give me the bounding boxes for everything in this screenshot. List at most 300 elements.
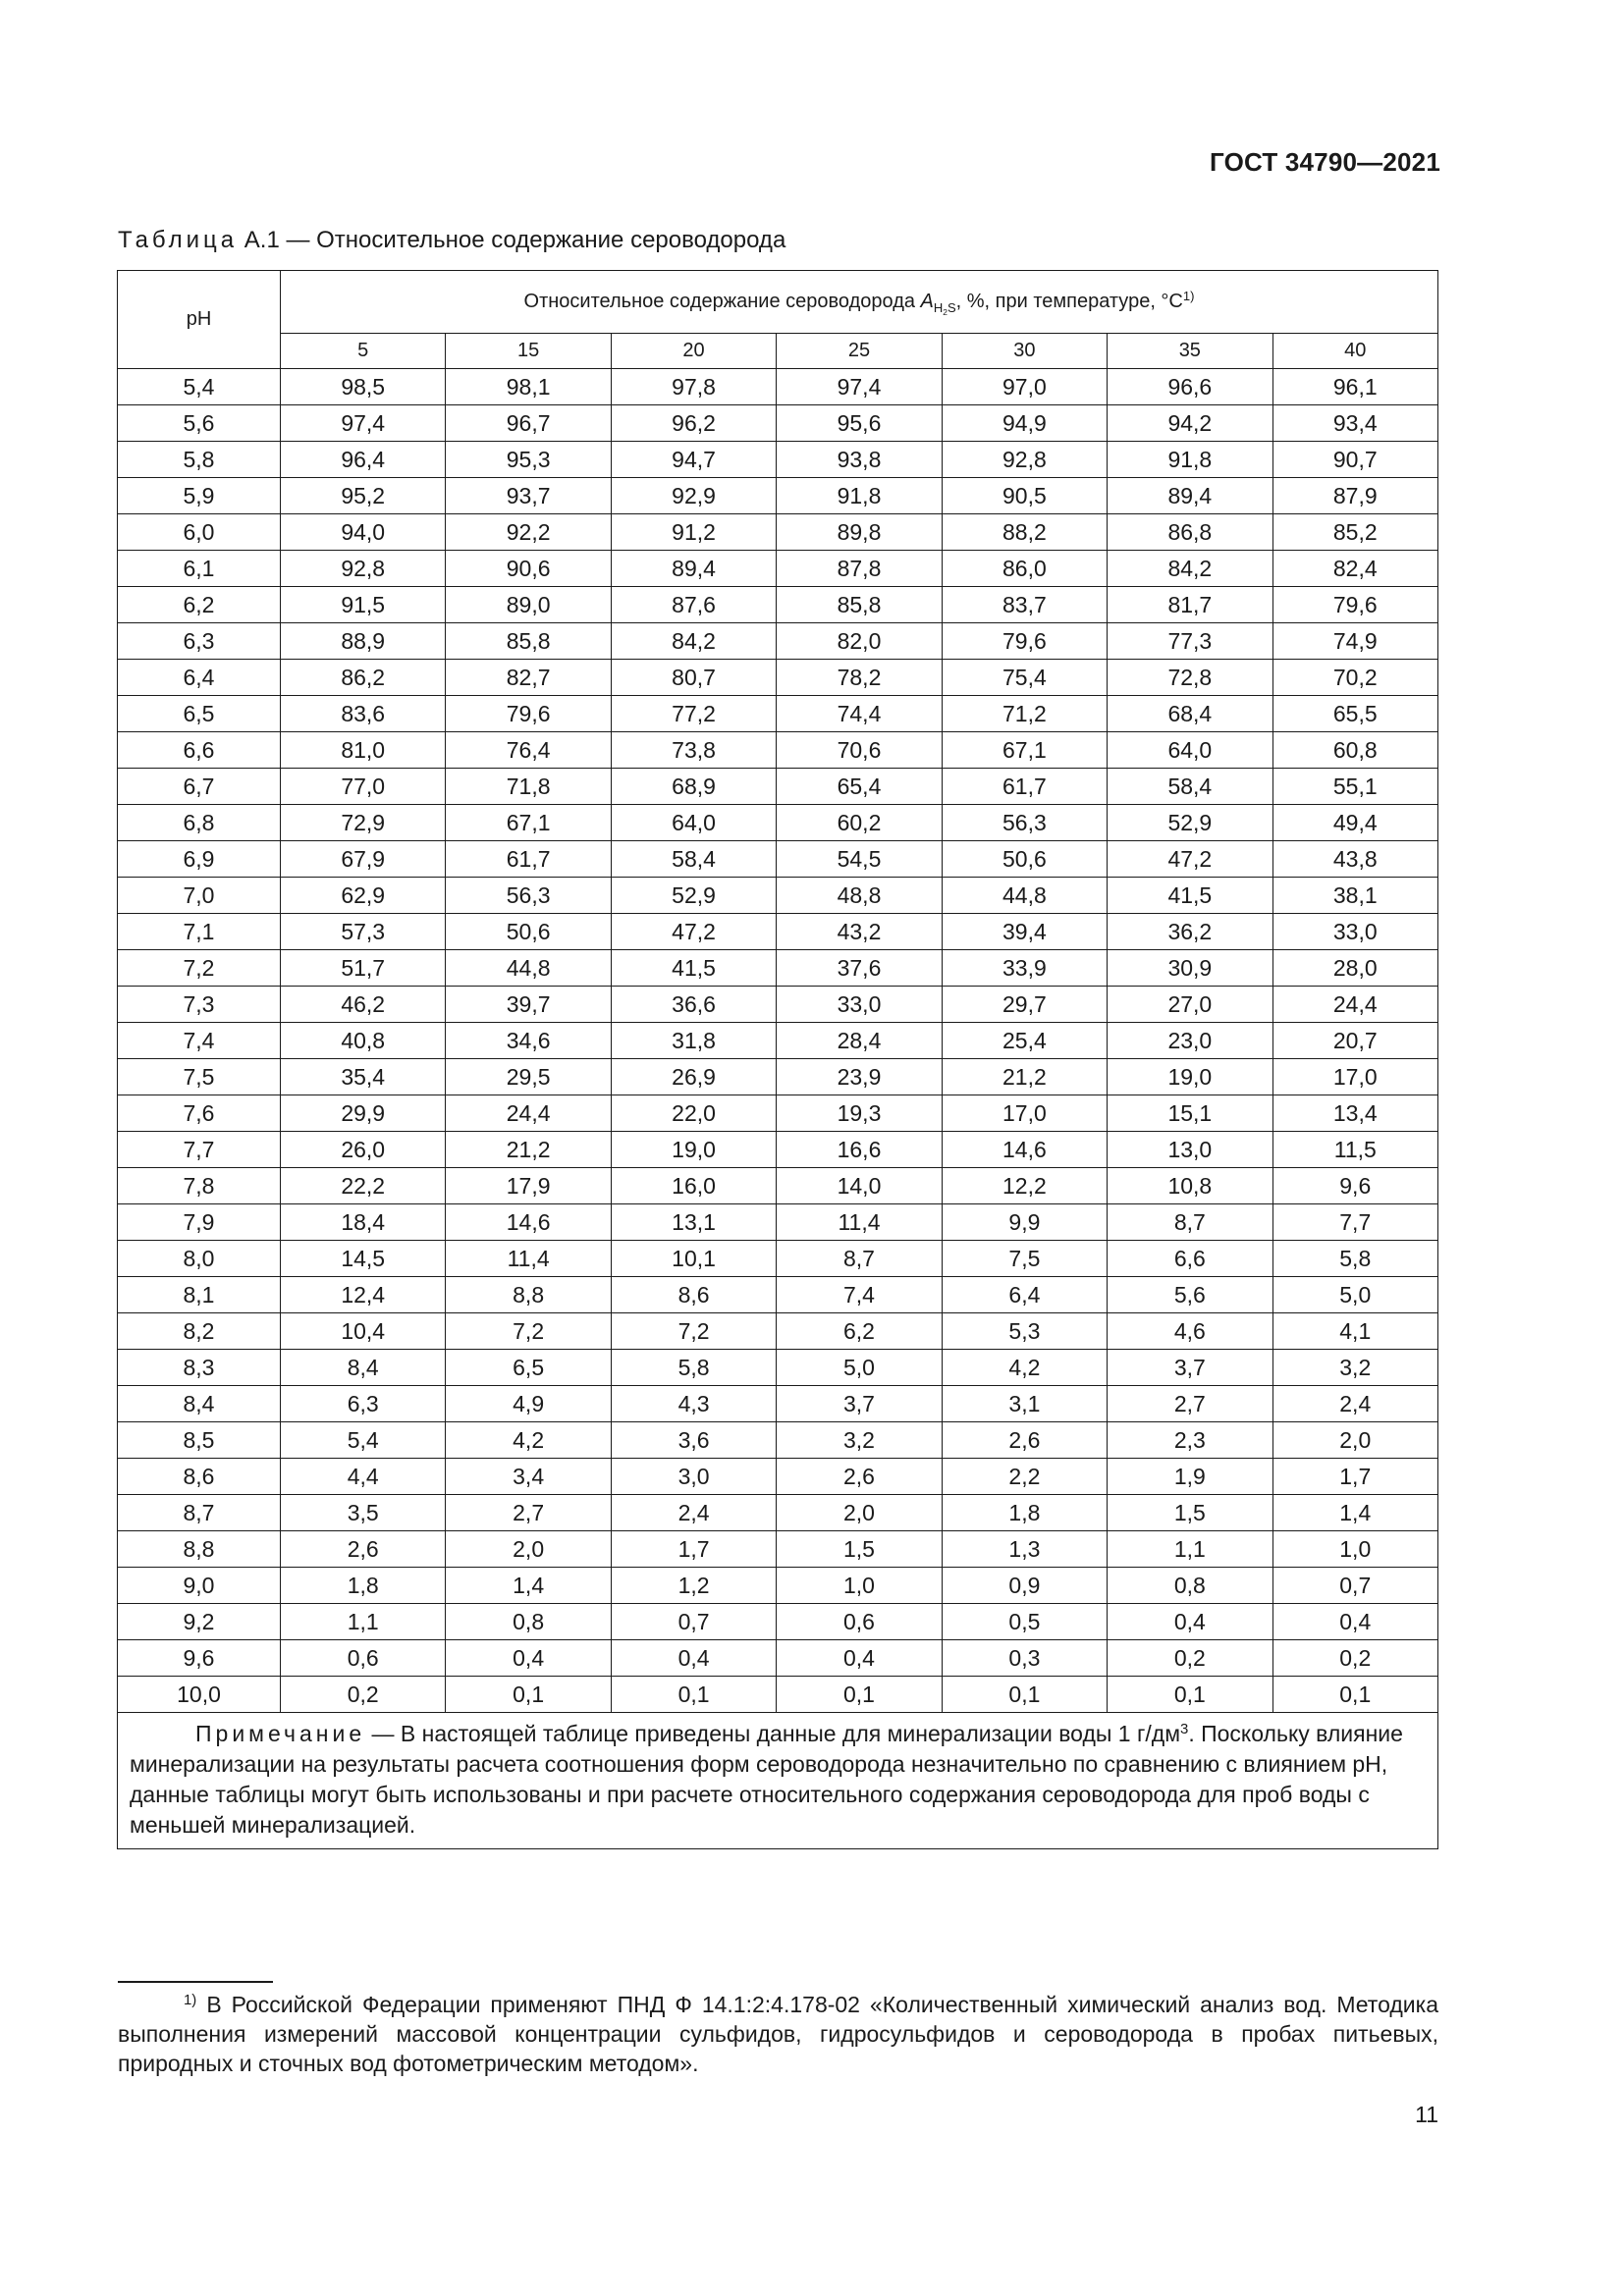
note-text-continued: . Поскольку влияние минерализации на результаты расчета соотношения форм сероводорода незначительно по сравнению с влиянием pH, данные таблицы могут быть использованы и при расчете относительного содержания сероводорода для проб воды с меньшей минерализацией. <box>130 1721 1403 1838</box>
value-cell: 76,4 <box>446 732 611 769</box>
value-cell: 1,1 <box>1108 1531 1272 1568</box>
ph-cell: 7,8 <box>118 1168 281 1204</box>
value-cell: 92,2 <box>446 514 611 551</box>
value-cell: 0,1 <box>777 1677 942 1713</box>
value-cell: 2,0 <box>777 1495 942 1531</box>
value-cell: 11,4 <box>446 1241 611 1277</box>
value-cell: 38,1 <box>1272 878 1437 914</box>
ph-cell: 8,3 <box>118 1350 281 1386</box>
value-cell: 3,2 <box>1272 1350 1437 1386</box>
value-cell: 4,3 <box>611 1386 776 1422</box>
ph-cell: 6,3 <box>118 623 281 660</box>
value-cell: 88,2 <box>942 514 1107 551</box>
value-cell: 30,9 <box>1108 950 1272 987</box>
ph-cell: 7,6 <box>118 1095 281 1132</box>
value-cell: 71,8 <box>446 769 611 805</box>
value-cell: 1,5 <box>777 1531 942 1568</box>
document-id: ГОСТ 34790—2021 <box>1210 147 1440 177</box>
value-cell: 13,4 <box>1272 1095 1437 1132</box>
value-cell: 2,6 <box>942 1422 1107 1459</box>
table-row <box>118 1422 1438 1459</box>
value-cell: 96,4 <box>281 442 446 478</box>
value-cell: 0,1 <box>1108 1677 1272 1713</box>
table-row <box>118 587 1438 623</box>
value-cell: 50,6 <box>942 841 1107 878</box>
value-cell: 6,2 <box>777 1313 942 1350</box>
value-cell: 12,2 <box>942 1168 1107 1204</box>
symbol-subscript: H2S <box>933 299 956 317</box>
ph-cell: 8,7 <box>118 1495 281 1531</box>
value-cell: 87,8 <box>777 551 942 587</box>
value-cell: 67,1 <box>446 805 611 841</box>
value-cell: 27,0 <box>1108 987 1272 1023</box>
value-cell: 91,8 <box>1108 442 1272 478</box>
group-header-unit: , %, при температуре, °С <box>955 291 1183 312</box>
value-cell: 93,7 <box>446 478 611 514</box>
value-cell: 93,4 <box>1272 405 1437 442</box>
table-row <box>118 950 1438 987</box>
value-cell: 88,9 <box>281 623 446 660</box>
value-cell: 16,0 <box>611 1168 776 1204</box>
value-cell: 94,9 <box>942 405 1107 442</box>
ph-cell: 7,3 <box>118 987 281 1023</box>
value-cell: 10,1 <box>611 1241 776 1277</box>
group-header-text: Относительное содержание сероводорода <box>523 291 921 312</box>
value-cell: 22,2 <box>281 1168 446 1204</box>
value-cell: 0,1 <box>942 1677 1107 1713</box>
value-cell: 52,9 <box>611 878 776 914</box>
value-cell: 89,0 <box>446 587 611 623</box>
value-cell: 17,9 <box>446 1168 611 1204</box>
value-cell: 1,1 <box>281 1604 446 1640</box>
value-cell: 20,7 <box>1272 1023 1437 1059</box>
value-cell: 82,7 <box>446 660 611 696</box>
data-table <box>117 270 1438 1849</box>
footnote-mark: 1) <box>184 1991 197 2008</box>
ph-cell: 7,2 <box>118 950 281 987</box>
value-cell: 2,2 <box>942 1459 1107 1495</box>
value-cell: 0,9 <box>942 1568 1107 1604</box>
value-cell: 3,2 <box>777 1422 942 1459</box>
value-cell: 82,4 <box>1272 551 1437 587</box>
value-cell: 39,7 <box>446 987 611 1023</box>
note-text: — В настоящей таблице приведены данные для минерализации воды 1 г/дм <box>365 1721 1181 1746</box>
value-cell: 3,7 <box>777 1386 942 1422</box>
value-cell: 90,6 <box>446 551 611 587</box>
value-cell: 3,0 <box>611 1459 776 1495</box>
table-row <box>118 1059 1438 1095</box>
ph-cell: 7,7 <box>118 1132 281 1168</box>
value-cell: 11,5 <box>1272 1132 1437 1168</box>
temperature-header-cell: 5 <box>281 334 446 369</box>
value-cell: 1,0 <box>1272 1531 1437 1568</box>
value-cell: 54,5 <box>777 841 942 878</box>
value-cell: 1,2 <box>611 1568 776 1604</box>
value-cell: 24,4 <box>1272 987 1437 1023</box>
value-cell: 95,3 <box>446 442 611 478</box>
value-cell: 89,4 <box>611 551 776 587</box>
value-cell: 0,1 <box>446 1677 611 1713</box>
value-cell: 2,7 <box>1108 1386 1272 1422</box>
footnote-text: В Российской Федерации применяют ПНД Ф 14.1:2:4.178-02 «Количественный химический анализ вод. Методика выполнения измерений массовой концентрации сульфидов, гидросульфидов и сероводорода в пробах питьевых, природных и сточных вод фотометрическим методом». <box>118 1992 1438 2076</box>
value-cell: 4,6 <box>1108 1313 1272 1350</box>
value-cell: 43,2 <box>777 914 942 950</box>
value-cell: 3,7 <box>1108 1350 1272 1386</box>
value-cell: 77,2 <box>611 696 776 732</box>
table-row <box>118 1132 1438 1168</box>
value-cell: 0,8 <box>1108 1568 1272 1604</box>
temperature-header-cell: 40 <box>1272 334 1437 369</box>
value-cell: 78,2 <box>777 660 942 696</box>
value-cell: 0,5 <box>942 1604 1107 1640</box>
value-cell: 94,7 <box>611 442 776 478</box>
value-cell: 5,6 <box>1108 1277 1272 1313</box>
table-row <box>118 514 1438 551</box>
value-cell: 0,4 <box>777 1640 942 1677</box>
table-row <box>118 1568 1438 1604</box>
temperature-header-cell: 30 <box>942 334 1107 369</box>
value-cell: 2,0 <box>1272 1422 1437 1459</box>
value-cell: 64,0 <box>1108 732 1272 769</box>
value-cell: 85,8 <box>446 623 611 660</box>
value-cell: 23,0 <box>1108 1023 1272 1059</box>
value-cell: 15,1 <box>1108 1095 1272 1132</box>
table-row <box>118 878 1438 914</box>
table-row <box>118 478 1438 514</box>
value-cell: 0,8 <box>446 1604 611 1640</box>
ph-cell: 8,5 <box>118 1422 281 1459</box>
temperature-header-cell: 35 <box>1108 334 1272 369</box>
value-cell: 68,9 <box>611 769 776 805</box>
value-cell: 83,6 <box>281 696 446 732</box>
value-cell: 2,4 <box>611 1495 776 1531</box>
value-cell: 86,8 <box>1108 514 1272 551</box>
ph-cell: 6,6 <box>118 732 281 769</box>
ph-cell: 6,0 <box>118 514 281 551</box>
value-cell: 68,4 <box>1108 696 1272 732</box>
table-row <box>118 1386 1438 1422</box>
table-row <box>118 623 1438 660</box>
value-cell: 61,7 <box>942 769 1107 805</box>
value-cell: 77,0 <box>281 769 446 805</box>
value-cell: 94,0 <box>281 514 446 551</box>
value-cell: 5,0 <box>1272 1277 1437 1313</box>
value-cell: 37,6 <box>777 950 942 987</box>
value-cell: 26,0 <box>281 1132 446 1168</box>
value-cell: 47,2 <box>611 914 776 950</box>
table-row <box>118 1241 1438 1277</box>
value-cell: 33,0 <box>1272 914 1437 950</box>
value-cell: 7,5 <box>942 1241 1107 1277</box>
value-cell: 34,6 <box>446 1023 611 1059</box>
table-row <box>118 1204 1438 1241</box>
value-cell: 17,0 <box>1272 1059 1437 1095</box>
value-cell: 72,9 <box>281 805 446 841</box>
value-cell: 80,7 <box>611 660 776 696</box>
value-cell: 44,8 <box>446 950 611 987</box>
ph-cell: 6,5 <box>118 696 281 732</box>
value-cell: 2,4 <box>1272 1386 1437 1422</box>
ph-cell: 8,4 <box>118 1386 281 1422</box>
value-cell: 89,8 <box>777 514 942 551</box>
value-cell: 92,9 <box>611 478 776 514</box>
value-cell: 74,9 <box>1272 623 1437 660</box>
footnote <box>118 1990 1438 2078</box>
ph-cell: 5,6 <box>118 405 281 442</box>
value-cell: 29,7 <box>942 987 1107 1023</box>
temperature-header-cell: 20 <box>611 334 776 369</box>
value-cell: 41,5 <box>1108 878 1272 914</box>
value-cell: 5,3 <box>942 1313 1107 1350</box>
value-cell: 31,8 <box>611 1023 776 1059</box>
value-cell: 61,7 <box>446 841 611 878</box>
value-cell: 79,6 <box>942 623 1107 660</box>
value-cell: 91,8 <box>777 478 942 514</box>
value-cell: 28,4 <box>777 1023 942 1059</box>
value-cell: 8,8 <box>446 1277 611 1313</box>
table-row <box>118 1495 1438 1531</box>
value-cell: 57,3 <box>281 914 446 950</box>
value-cell: 90,7 <box>1272 442 1437 478</box>
value-cell: 7,4 <box>777 1277 942 1313</box>
value-cell: 62,9 <box>281 878 446 914</box>
value-cell: 50,6 <box>446 914 611 950</box>
value-cell: 72,8 <box>1108 660 1272 696</box>
value-cell: 5,0 <box>777 1350 942 1386</box>
table-row <box>118 1640 1438 1677</box>
table-note <box>118 1713 1438 1849</box>
value-cell: 0,7 <box>1272 1568 1437 1604</box>
value-cell: 91,5 <box>281 587 446 623</box>
value-cell: 84,2 <box>611 623 776 660</box>
value-cell: 91,2 <box>611 514 776 551</box>
value-cell: 33,0 <box>777 987 942 1023</box>
value-cell: 10,4 <box>281 1313 446 1350</box>
value-cell: 67,1 <box>942 732 1107 769</box>
value-cell: 14,6 <box>942 1132 1107 1168</box>
table-title-prefix: Таблица <box>118 227 239 253</box>
footnote-divider <box>118 1981 273 1983</box>
ph-cell: 8,8 <box>118 1531 281 1568</box>
table-title-text: А.1 — Относительное содержание сероводорода <box>238 227 786 253</box>
table-row <box>118 442 1438 478</box>
ph-cell: 7,1 <box>118 914 281 950</box>
table-row <box>118 841 1438 878</box>
temperature-header-cell: 15 <box>446 334 611 369</box>
value-cell: 58,4 <box>611 841 776 878</box>
value-cell: 81,7 <box>1108 587 1272 623</box>
table-row <box>118 1095 1438 1132</box>
value-cell: 0,4 <box>1272 1604 1437 1640</box>
value-cell: 21,2 <box>942 1059 1107 1095</box>
value-cell: 5,8 <box>1272 1241 1437 1277</box>
footnote-marker: 1) <box>1182 288 1195 303</box>
table-row <box>118 1604 1438 1640</box>
value-cell: 79,6 <box>446 696 611 732</box>
value-cell: 3,6 <box>611 1422 776 1459</box>
value-cell: 29,5 <box>446 1059 611 1095</box>
value-cell: 96,7 <box>446 405 611 442</box>
value-cell: 93,8 <box>777 442 942 478</box>
table-row <box>118 1313 1438 1350</box>
value-cell: 40,8 <box>281 1023 446 1059</box>
table-row <box>118 696 1438 732</box>
table-row <box>118 805 1438 841</box>
value-cell: 14,6 <box>446 1204 611 1241</box>
value-cell: 2,6 <box>777 1459 942 1495</box>
value-cell: 43,8 <box>1272 841 1437 878</box>
ph-cell: 6,9 <box>118 841 281 878</box>
ph-cell: 6,2 <box>118 587 281 623</box>
value-cell: 87,9 <box>1272 478 1437 514</box>
value-cell: 18,4 <box>281 1204 446 1241</box>
value-cell: 96,6 <box>1108 369 1272 405</box>
ph-cell: 7,9 <box>118 1204 281 1241</box>
value-cell: 73,8 <box>611 732 776 769</box>
value-cell: 13,1 <box>611 1204 776 1241</box>
value-cell: 14,0 <box>777 1168 942 1204</box>
value-cell: 9,6 <box>1272 1168 1437 1204</box>
value-cell: 23,9 <box>777 1059 942 1095</box>
value-cell: 41,5 <box>611 950 776 987</box>
value-cell: 28,0 <box>1272 950 1437 987</box>
value-cell: 3,4 <box>446 1459 611 1495</box>
value-cell: 51,7 <box>281 950 446 987</box>
value-cell: 36,6 <box>611 987 776 1023</box>
value-cell: 6,5 <box>446 1350 611 1386</box>
value-cell: 0,6 <box>281 1640 446 1677</box>
symbol-a: A <box>920 291 934 312</box>
value-cell: 60,8 <box>1272 732 1437 769</box>
value-cell: 4,2 <box>446 1422 611 1459</box>
table-row <box>118 1531 1438 1568</box>
value-cell: 2,0 <box>446 1531 611 1568</box>
value-cell: 1,5 <box>1108 1495 1272 1531</box>
ph-cell: 6,4 <box>118 660 281 696</box>
ph-cell: 7,4 <box>118 1023 281 1059</box>
value-cell: 75,4 <box>942 660 1107 696</box>
ph-cell: 8,6 <box>118 1459 281 1495</box>
value-cell: 70,6 <box>777 732 942 769</box>
value-cell: 97,8 <box>611 369 776 405</box>
ph-column-header: pH <box>118 271 281 369</box>
value-cell: 1,8 <box>281 1568 446 1604</box>
value-cell: 39,4 <box>942 914 1107 950</box>
value-cell: 8,7 <box>1108 1204 1272 1241</box>
value-cell: 4,2 <box>942 1350 1107 1386</box>
value-cell: 8,6 <box>611 1277 776 1313</box>
value-cell: 65,4 <box>777 769 942 805</box>
value-cell: 1,7 <box>611 1531 776 1568</box>
table-row <box>118 1677 1438 1713</box>
value-cell: 13,0 <box>1108 1132 1272 1168</box>
value-cell: 0,3 <box>942 1640 1107 1677</box>
value-cell: 11,4 <box>777 1204 942 1241</box>
value-cell: 35,4 <box>281 1059 446 1095</box>
value-cell: 95,2 <box>281 478 446 514</box>
value-cell: 0,4 <box>1108 1604 1272 1640</box>
value-cell: 70,2 <box>1272 660 1437 696</box>
value-cell: 12,4 <box>281 1277 446 1313</box>
value-cell: 7,2 <box>611 1313 776 1350</box>
ph-cell: 6,8 <box>118 805 281 841</box>
value-cell: 6,4 <box>942 1277 1107 1313</box>
value-cell: 1,4 <box>446 1568 611 1604</box>
temperature-header-cell: 25 <box>777 334 942 369</box>
value-cell: 3,1 <box>942 1386 1107 1422</box>
value-cell: 16,6 <box>777 1132 942 1168</box>
value-cell: 1,3 <box>942 1531 1107 1568</box>
ph-cell: 7,0 <box>118 878 281 914</box>
ph-cell: 8,0 <box>118 1241 281 1277</box>
value-cell: 84,2 <box>1108 551 1272 587</box>
value-cell: 0,4 <box>446 1640 611 1677</box>
value-cell: 1,8 <box>942 1495 1107 1531</box>
value-cell: 0,2 <box>281 1677 446 1713</box>
value-cell: 82,0 <box>777 623 942 660</box>
table-row <box>118 660 1438 696</box>
table-row <box>118 1277 1438 1313</box>
value-cell: 21,2 <box>446 1132 611 1168</box>
value-cell: 36,2 <box>1108 914 1272 950</box>
value-cell: 14,5 <box>281 1241 446 1277</box>
value-cell: 19,0 <box>1108 1059 1272 1095</box>
value-cell: 95,6 <box>777 405 942 442</box>
value-cell: 94,2 <box>1108 405 1272 442</box>
ph-cell: 6,1 <box>118 551 281 587</box>
value-cell: 33,9 <box>942 950 1107 987</box>
table-row <box>118 769 1438 805</box>
value-cell: 47,2 <box>1108 841 1272 878</box>
value-cell: 52,9 <box>1108 805 1272 841</box>
value-cell: 4,9 <box>446 1386 611 1422</box>
value-cell: 44,8 <box>942 878 1107 914</box>
value-cell: 86,0 <box>942 551 1107 587</box>
value-cell: 58,4 <box>1108 769 1272 805</box>
value-cell: 96,1 <box>1272 369 1437 405</box>
value-cell: 0,2 <box>1272 1640 1437 1677</box>
ph-cell: 5,9 <box>118 478 281 514</box>
table-row <box>118 405 1438 442</box>
table-row <box>118 1459 1438 1495</box>
value-cell: 26,9 <box>611 1059 776 1095</box>
value-cell: 92,8 <box>281 551 446 587</box>
value-cell: 0,2 <box>1108 1640 1272 1677</box>
value-cell: 97,4 <box>777 369 942 405</box>
value-cell: 8,7 <box>777 1241 942 1277</box>
ph-cell: 10,0 <box>118 1677 281 1713</box>
page-number: 11 <box>1415 2102 1438 2127</box>
value-cell: 96,2 <box>611 405 776 442</box>
value-cell: 5,4 <box>281 1422 446 1459</box>
value-cell: 29,9 <box>281 1095 446 1132</box>
value-cell: 64,0 <box>611 805 776 841</box>
value-cell: 10,8 <box>1108 1168 1272 1204</box>
temperature-group-header <box>281 271 1438 334</box>
value-cell: 6,3 <box>281 1386 446 1422</box>
ph-cell: 9,6 <box>118 1640 281 1677</box>
ph-cell: 7,5 <box>118 1059 281 1095</box>
value-cell: 5,8 <box>611 1350 776 1386</box>
value-cell: 8,4 <box>281 1350 446 1386</box>
value-cell: 25,4 <box>942 1023 1107 1059</box>
table-row <box>118 732 1438 769</box>
ph-cell: 8,1 <box>118 1277 281 1313</box>
value-cell: 48,8 <box>777 878 942 914</box>
table-row <box>118 1023 1438 1059</box>
table-row <box>118 914 1438 950</box>
value-cell: 92,8 <box>942 442 1107 478</box>
